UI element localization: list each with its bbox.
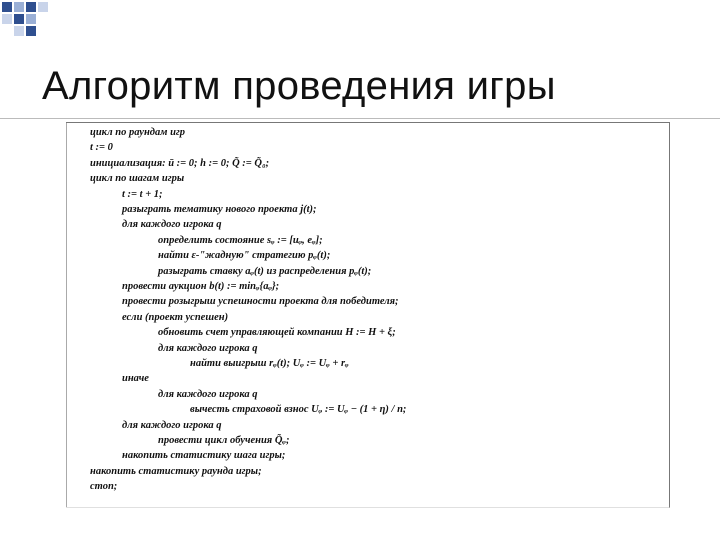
algorithm-line: найти выигрыш rᵩ(t); Uᵩ := Uᵩ + rᵩ <box>190 358 349 369</box>
title-divider <box>0 118 720 119</box>
algorithm-line: t := 0 <box>90 142 113 154</box>
algorithm-line: провести аукцион b(t) := minᵩ{aᵩ}; <box>122 281 280 292</box>
algorithm-line: определить состояние sᵩ := [uᵩ, eᵩ]; <box>158 234 323 246</box>
algorithm-line: если (проект успешен) <box>122 311 229 323</box>
algorithm-line: цикл по шагам игры <box>90 173 185 185</box>
algorithm-line: иначе <box>122 373 149 385</box>
algorithm-line: для каждого игрока q <box>158 342 258 354</box>
algorithm-line: обновить счет управляющей компании H := H + ξ; <box>158 327 396 339</box>
deco-square <box>2 14 12 24</box>
algorithm-line: накопить статистику шага игры; <box>122 450 286 462</box>
algorithm-box <box>66 122 670 508</box>
deco-square <box>14 2 24 12</box>
deco-square <box>26 2 36 12</box>
deco-square <box>26 14 36 24</box>
deco-square <box>26 26 36 36</box>
algorithm-line: t := t + 1; <box>122 188 163 200</box>
algorithm-line: инициализация: ū := 0; h := 0; Q̃ := Q̃₀; <box>90 157 270 169</box>
deco-square <box>14 14 24 24</box>
algorithm-line: для каждого игрока q <box>122 219 222 231</box>
algorithm-line: провести розыгрыш успешности проекта для победителя; <box>122 296 399 308</box>
algorithm-line: накопить статистику раунда игры; <box>90 465 262 477</box>
deco-square <box>2 2 12 12</box>
algorithm-lines <box>66 123 669 507</box>
algorithm-line: разыграть ставку aᵩ(t) из распределения pᵩ(t); <box>158 265 372 277</box>
algorithm-line: разыграть тематику нового проекта j(t); <box>122 204 317 215</box>
algorithm-line: для каждого игрока q <box>122 419 222 431</box>
page-title: Алгоритм проведения игры <box>42 64 556 108</box>
algorithm-line: вычесть страховой взнос Uᵩ := Uᵩ − (1 + η) / n; <box>190 404 407 416</box>
deco-square <box>14 26 24 36</box>
algorithm-line: стоп; <box>90 481 118 493</box>
algorithm-line: найти ε-"жадную" стратегию pᵩ(t); <box>158 250 331 262</box>
algorithm-line: цикл по раундам игр <box>90 127 186 138</box>
deco-square <box>38 2 48 12</box>
algorithm-line: для каждого игрока q <box>158 388 258 400</box>
decorative-squares <box>0 0 60 50</box>
algorithm-line: провести цикл обучения Q̃ᵩ; <box>158 435 290 446</box>
